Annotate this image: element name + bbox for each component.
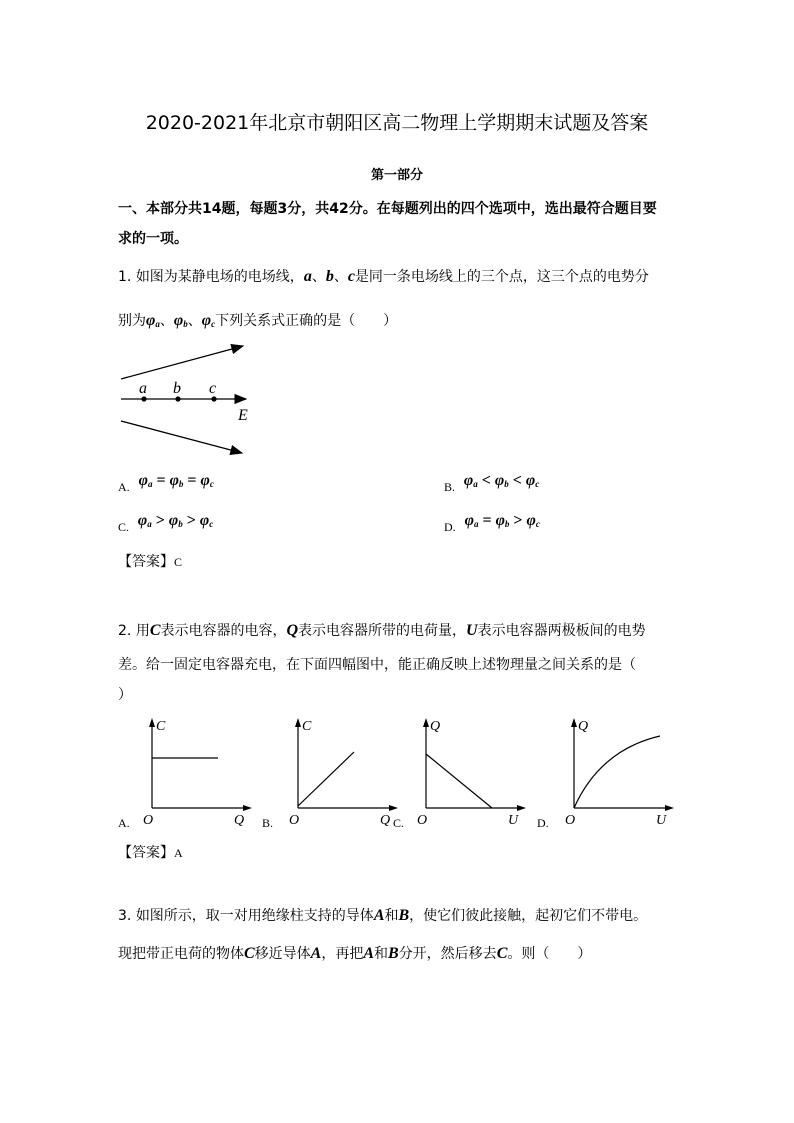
sep: 、 [159,313,174,329]
q3-text: ，使它们彼此接触，起初它们不带电。 [409,908,648,924]
point-b [175,396,180,401]
q1-text: 如图为某静电场的电场线， [135,269,304,285]
var-Q: Q [286,622,299,639]
y-label: Q [578,719,589,734]
y-arrow [149,718,155,727]
q1-text: 是同一条电场线上的三个点，这三个点的电势分 [354,269,649,285]
q1-option-c[interactable] [118,512,214,536]
y-label: Q [430,719,441,734]
var-U: U [466,622,478,639]
q2-line1 [118,620,646,640]
var-C: C [496,945,508,962]
origin-label: O [289,813,300,828]
q3-text: 和 [374,946,389,962]
var-A: A [373,907,385,924]
answer-value: C [174,555,183,569]
y-label: C [156,719,166,734]
point-a [141,396,146,401]
sep: 、 [187,313,202,329]
var-b: b [325,268,334,285]
q3-text: 如图所示，取一对用绝缘柱支持的导体 [135,908,374,924]
y-arrow [423,718,429,727]
answer-label: 【答案】 [118,845,174,861]
label-a: a [139,380,147,397]
option-label: B. [444,480,456,494]
electric-field-figure [118,338,268,463]
q1-number: 1. [118,269,132,285]
q1-option-b[interactable] [444,472,540,496]
q2-number: 2. [118,623,132,639]
origin-label: O [417,813,428,828]
q3-text: ，再把 [321,946,364,962]
option-formula: $\varphi_a = \varphi_b = \varphi_c$ [138,472,214,489]
var-B: B [398,907,410,924]
option-label: C. [118,520,130,534]
section-instructions-1: 一、本部分共14题，每题3分，共42分。在每题列出的四个选项中，选出最符合题目要 [118,201,657,217]
var-a: a [303,268,312,285]
phi-b: $\varphi_b$ [173,312,188,329]
y-arrow [571,718,577,727]
q2-text: 表示电容器两极板间的电势 [477,623,646,639]
q1-line1 [118,266,649,286]
graph-curve [574,736,660,808]
q1-line2 [118,310,397,330]
origin-label: O [565,813,576,828]
origin-label: O [143,813,154,828]
option-formula: $\varphi_a = \varphi_b > \varphi_c$ [464,512,540,529]
q2-option-b[interactable]: B. [262,816,274,830]
x-label: Q [234,813,245,828]
q3-text: 。则（ ） [507,946,592,962]
label-c: c [209,380,217,397]
var-B: B [388,945,399,962]
phi-a: $\varphi_a$ [146,312,160,329]
sep: 、 [333,269,348,285]
graph-curve [298,752,354,806]
q1-answer [118,551,182,571]
q2-text: 表示电容器的电容， [160,623,287,639]
x-label: Q [380,813,391,828]
x-arrow [517,805,526,811]
q3-text: 移近导体 [254,946,311,962]
var-A: A [310,945,322,962]
y-arrow [295,718,301,727]
q3-number: 3. [118,908,132,924]
label-b: b [173,380,181,397]
x-arrow [389,805,398,811]
q2-answer [118,842,183,862]
option-formula: $\varphi_a < \varphi_b < \varphi_c$ [463,472,540,489]
option-formula: $\varphi_a > \varphi_b > \varphi_c$ [137,512,214,529]
sep: 、 [311,269,326,285]
graph-curve [426,754,492,808]
q2-text: 表示电容器所带的电荷量， [298,623,467,639]
answer-label: 【答案】 [118,554,174,570]
q1-option-d[interactable] [444,512,540,536]
q2-line2: 差。给一固定电容器充电，在下面四幅图中，能正确反映上述物理量之间关系的是（ [118,657,636,673]
document-title: 2020-2021年北京市朝阳区高二物理上学期期末试题及答案 [145,112,649,134]
phi-c: $\varphi_c$ [201,312,216,329]
var-C: C [244,945,255,962]
part-heading: 第一部分 [370,168,423,183]
x-label: U [508,813,519,828]
label-E: E [238,407,248,424]
q3-line2 [118,943,591,963]
q2-line3: ） [118,687,132,703]
var-c: c [347,268,355,285]
q3-text: 分开，然后移去 [398,946,497,962]
section-instructions-2: 求的一项。 [118,231,188,247]
answer-value: A [174,846,183,860]
x-arrow [243,805,252,811]
var-A: A [363,945,375,962]
q1-option-a[interactable] [118,472,214,496]
q2-text: 用 [135,623,150,639]
q2-option-c[interactable]: C. [393,816,405,830]
field-line-bottom [121,421,242,453]
field-line-top [121,346,243,379]
x-label: U [656,813,667,828]
q3-text: 现把带正电荷的物体 [118,946,244,962]
option-label: D. [444,520,456,534]
x-arrow [665,805,674,811]
q3-text: 和 [384,908,399,924]
q1-text: 别为 [118,313,146,329]
q1-text: 下列关系式正确的是（ ） [215,313,398,329]
q2-option-d[interactable]: D. [537,816,549,830]
q3-line1 [118,905,647,925]
y-label: C [302,719,312,734]
var-C: C [149,622,161,639]
point-c [211,396,216,401]
option-label: A. [118,480,130,494]
q2-option-a[interactable]: A. [118,816,130,830]
